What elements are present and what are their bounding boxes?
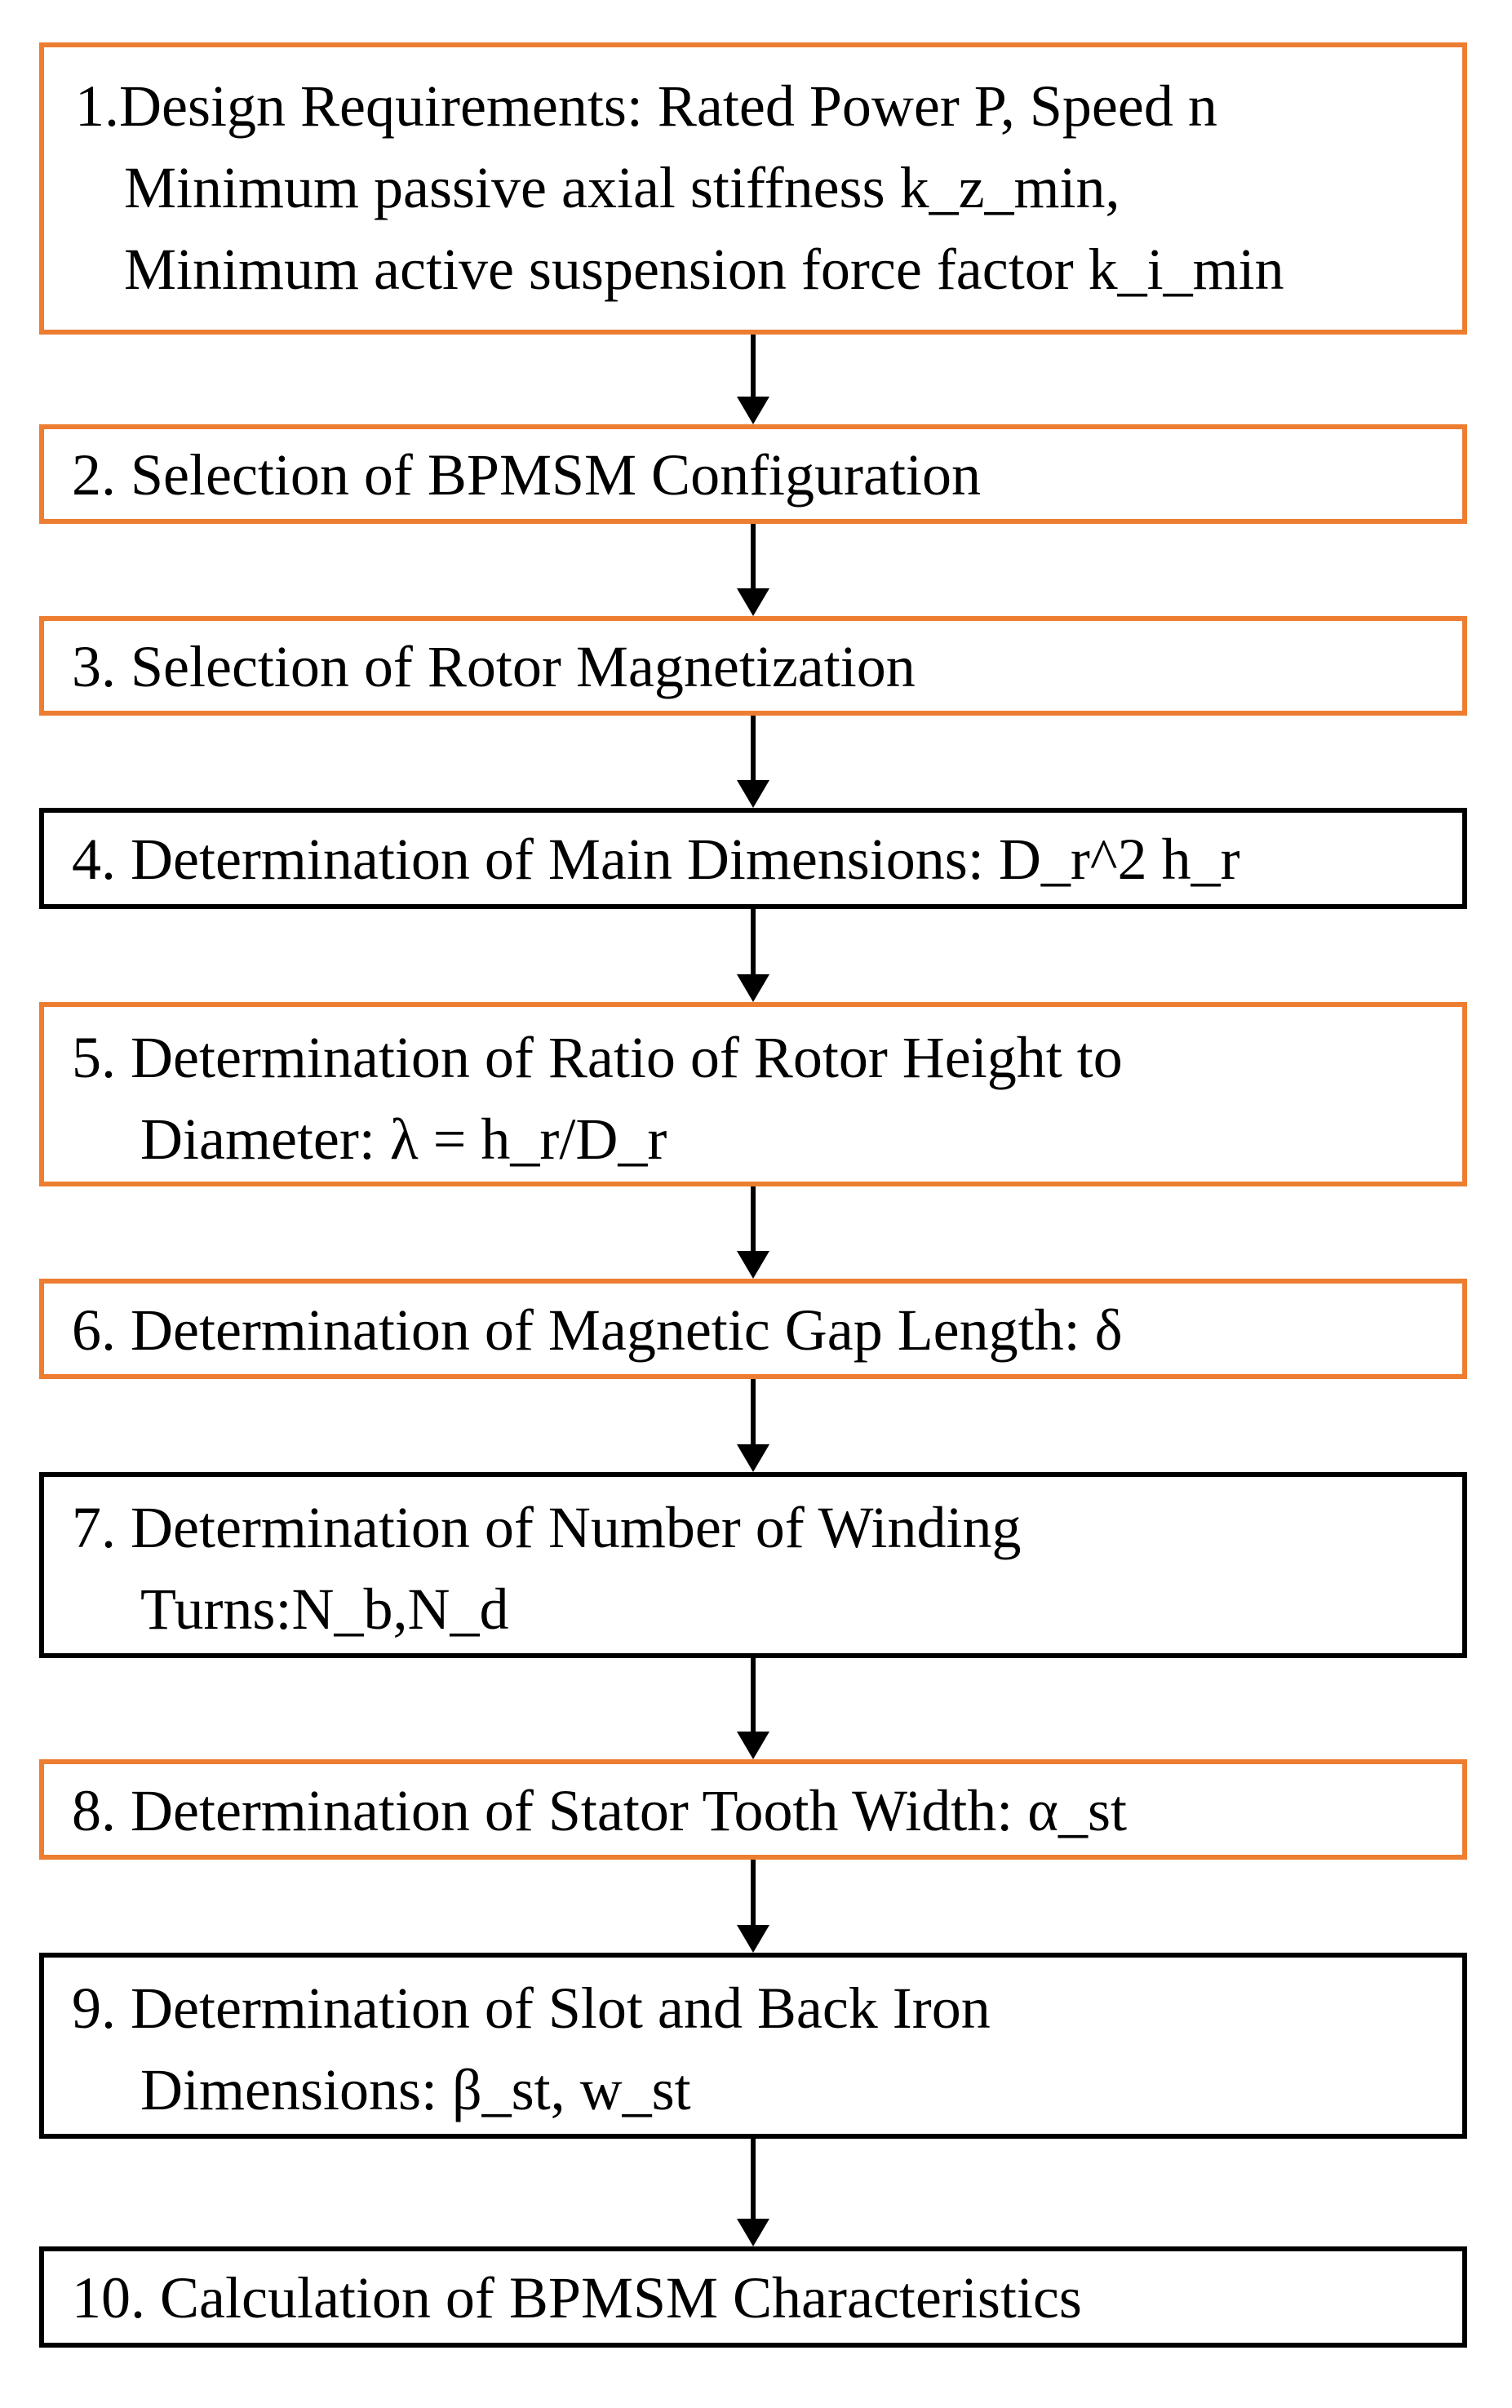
step-9-line-1-text: 9. Determination of Slot and Back Iron	[72, 1976, 991, 2041]
step-5-line-1	[72, 1017, 1123, 1098]
step-7-line-1	[72, 1487, 1022, 1568]
step-8-text: 8. Determination of Stator Tooth Width: α_st	[72, 1778, 1128, 1843]
arrow-7-to-8	[748, 1658, 758, 1759]
arrow-1-to-2	[748, 335, 758, 424]
step-1-line-3-text: Minimum active suspension force factor k_i_min	[124, 237, 1284, 302]
step-2-line-1	[72, 434, 981, 516]
arrow-9-to-10	[748, 2139, 758, 2246]
step-6-text: 6. Determination of Magnetic Gap Length: δ	[72, 1297, 1123, 1363]
arrow-5-to-6	[748, 1186, 758, 1279]
step-10-line-1	[72, 2257, 1082, 2339]
step-5-line-1-text: 5. Determination of Ratio of Rotor Height to	[72, 1025, 1123, 1090]
step-9-line-2	[140, 2049, 691, 2131]
arrow-2-to-3	[748, 524, 758, 616]
step-8-line-1	[72, 1770, 1127, 1851]
arrow-6-to-7	[748, 1379, 758, 1472]
step-4-text: 4. Determination of Main Dimensions: D_r^2 h_r	[72, 827, 1240, 892]
arrow-3-to-4	[748, 716, 758, 808]
step-1-line-2-text: Minimum passive axial stiffness k_z_min,	[124, 155, 1120, 220]
step-3-line-1	[72, 626, 916, 707]
step-5-line-2-text: Diameter: λ = h_r/D_r	[140, 1106, 667, 1172]
step-4-line-1	[72, 818, 1240, 900]
step-1-line-3	[124, 228, 1284, 310]
step-9-line-2-text: Dimensions: β_st, w_st	[140, 2057, 691, 2122]
step-1-line-1-text: 1.Design Requirements: Rated Power P, Speed n	[75, 73, 1217, 139]
step-3-text: 3. Selection of Rotor Magnetization	[72, 634, 916, 699]
step-2-text: 2. Selection of BPMSM Configuration	[72, 442, 981, 508]
step-6-line-1	[72, 1289, 1123, 1371]
step-7-line-1-text: 7. Determination of Number of Winding	[72, 1495, 1022, 1560]
step-10-text: 10. Calculation of BPMSM Characteristics	[72, 2265, 1082, 2330]
step-1-line-1	[75, 65, 1217, 147]
arrow-4-to-5	[748, 909, 758, 1002]
step-1-line-2	[124, 147, 1120, 228]
step-5-line-2	[140, 1098, 667, 1180]
step-7-line-2	[140, 1568, 508, 1650]
step-9-line-1	[72, 1967, 991, 2049]
arrow-8-to-9	[748, 1860, 758, 1953]
step-7-line-2-text: Turns:N_b,N_d	[140, 1577, 509, 1642]
